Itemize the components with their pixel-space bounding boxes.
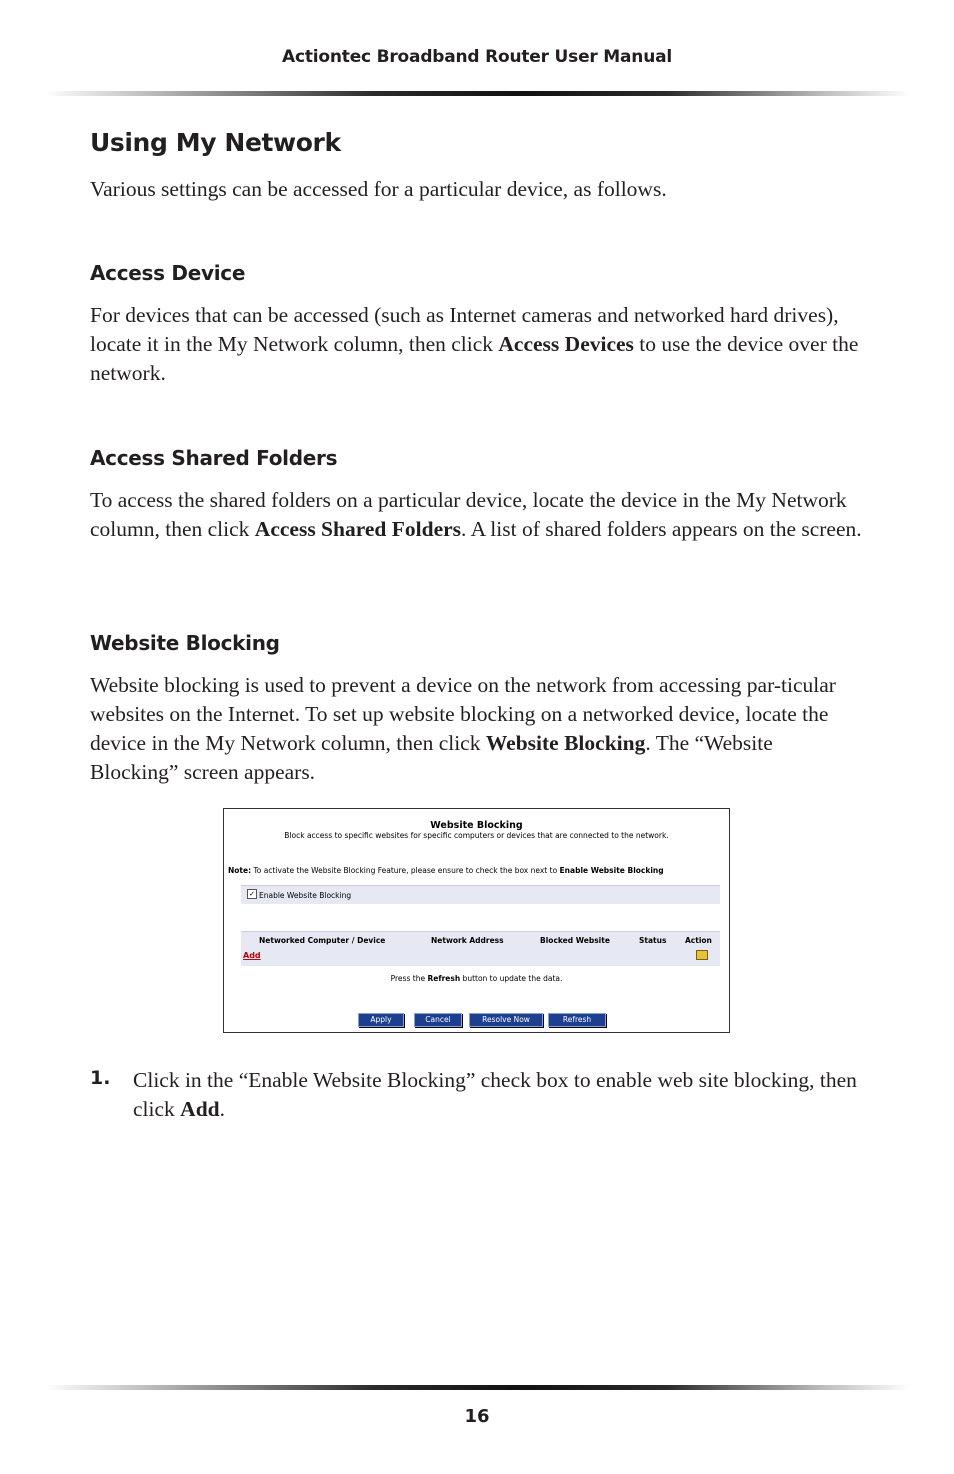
figure-note <box>228 866 664 875</box>
figure-subtitle: Block access to specific websites for specific computers or devices that are connected to the network. <box>284 831 669 840</box>
access-device-heading: Access Device <box>90 261 246 285</box>
figure-note-label: Note: <box>228 866 252 875</box>
step-text-1: Click in the “Enable Website Blocking” check box to enable web site blocking, then click <box>133 1068 857 1121</box>
enable-row <box>241 885 720 904</box>
blocking-table <box>241 931 720 966</box>
access-shared-text-1: To access the shared folders on a particular device, locate the device in the My Network column, then click <box>90 488 847 541</box>
refresh-button[interactable]: Refresh <box>548 1013 606 1027</box>
website-blocking-screenshot <box>223 808 730 1033</box>
access-shared-paragraph <box>90 486 865 544</box>
footer-rule <box>44 1385 910 1390</box>
resolve-now-button[interactable]: Resolve Now <box>469 1013 543 1027</box>
refresh-note-text-1: Press the <box>390 974 428 983</box>
section-title: Using My Network <box>90 128 341 157</box>
header-rule <box>44 91 910 96</box>
access-device-paragraph <box>90 301 865 388</box>
access-shared-bold: Access Shared Folders <box>254 517 462 541</box>
refresh-note-text-2: button to update the data. <box>460 974 563 983</box>
running-head: Actiontec Broadband Router User Manual <box>282 47 672 67</box>
figure-title: Website Blocking <box>430 820 523 831</box>
access-shared-text-2: . A list of shared folders appears on the screen. <box>461 517 862 541</box>
figure-note-text: To activate the Website Blocking Feature, please ensure to check the box next to <box>251 866 560 875</box>
enable-label: Enable Website Blocking <box>259 891 352 900</box>
cancel-button[interactable]: Cancel <box>414 1013 462 1027</box>
refresh-note <box>224 974 729 983</box>
access-shared-heading: Access Shared Folders <box>90 446 338 470</box>
access-device-text-2: to use the device over the network. <box>90 332 859 385</box>
folder-icon[interactable] <box>696 950 708 960</box>
column-status: Status <box>639 936 667 945</box>
enable-checkbox[interactable]: ✓ <box>247 889 257 899</box>
figure-note-bold: Enable Website Blocking <box>559 866 664 875</box>
page-number: 16 <box>464 1406 490 1427</box>
section-intro: Various settings can be accessed for a particular device, as follows. <box>90 177 667 201</box>
column-device: Networked Computer / Device <box>259 936 386 945</box>
column-address: Network Address <box>431 936 504 945</box>
website-blocking-text-2: . The “Website Blocking” screen appears. <box>90 731 773 784</box>
step-text-2: . <box>219 1097 225 1121</box>
website-blocking-heading: Website Blocking <box>90 631 280 655</box>
step-text <box>133 1066 868 1124</box>
column-action: Action <box>685 936 712 945</box>
access-device-text-1: For devices that can be accessed (such as Internet cameras and networked hard drives), locate it in the My Network column, then click <box>90 303 839 356</box>
step-number: 1. <box>90 1067 111 1089</box>
website-blocking-bold: Website Blocking <box>485 731 646 755</box>
website-blocking-paragraph <box>90 671 865 787</box>
column-blocked-website: Blocked Website <box>540 936 610 945</box>
add-link[interactable]: Add <box>243 951 261 960</box>
access-device-bold: Access Devices <box>498 332 634 356</box>
refresh-note-bold: Refresh <box>427 974 461 983</box>
website-blocking-text-1: Website blocking is used to prevent a device on the network from accessing par-ticular websites on the Internet. To set up website blocking on a networked device, locate the device in the My Network column, then click <box>90 673 836 755</box>
apply-button[interactable]: Apply <box>358 1013 404 1027</box>
step-bold: Add <box>180 1097 220 1121</box>
